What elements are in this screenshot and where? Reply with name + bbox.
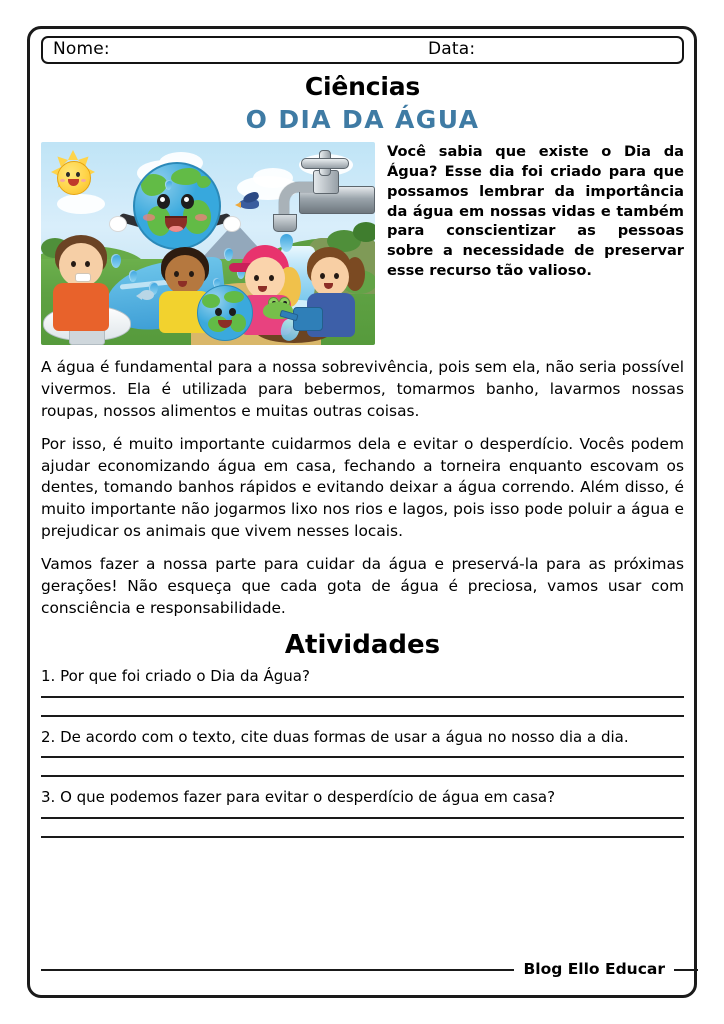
- question-2: 2. De acordo com o texto, cite duas formas de usar a água no nosso dia a dia.: [41, 727, 629, 746]
- answer-lines-3[interactable]: [41, 817, 684, 838]
- question-1: 1. Por que foi criado o Dia da Água?: [41, 666, 310, 685]
- answer-lines-1[interactable]: [41, 696, 684, 717]
- paragraph-3: Por isso, é muito importante cuidarmos dela e evitar o desperdício. Vocês podem ajudar economizando água em casa, fechando a torneira enquanto escovam os dentes, tomando banhos rápidos e evitando deixar a água correndo. Além disso, é muito importante não jogarmos lixo nos rios e lagos, pois isso pode poluir a água e prejudicar os animais que vivem nesses locais.: [41, 434, 684, 541]
- answer-line[interactable]: [41, 836, 684, 838]
- activities-heading: Atividades: [284, 629, 441, 660]
- question-3: 3. O que podemos fazer para evitar o desperdício de água em casa?: [41, 788, 556, 807]
- date-label: Data:: [428, 38, 476, 59]
- subject-heading: Ciências: [304, 72, 421, 101]
- footer-rule-right: [674, 969, 698, 971]
- paragraph-2: A água é fundamental para a nossa sobrevivência, pois sem ela, não seria possível vivermos. Ela é utilizada para bebermos, tomarmos banho, lavarmos nossas roupas, nossos alimentos e muitas outras coisas.: [41, 358, 684, 420]
- name-date-bar: [41, 36, 684, 64]
- footer-credit: Blog Ello Educar: [523, 960, 665, 978]
- page-title: O DIA DA ÁGUA: [245, 104, 480, 134]
- fish-icon: [137, 290, 155, 300]
- answer-line[interactable]: [41, 756, 684, 758]
- small-earth-icon: [197, 285, 253, 341]
- illustration-text-row: [41, 142, 684, 345]
- answer-line[interactable]: [41, 817, 684, 819]
- answer-lines-2[interactable]: [41, 756, 684, 777]
- intro-paragraph: Você sabia que existe o Dia da Água? Esse dia foi criado para que possamos lembrar da importância da água em nossas vidas e também para conscientizar as pessoas sobre a necessidade de preservar esse recurso tão valioso.: [387, 143, 684, 280]
- child-brushing-teeth: [51, 235, 127, 339]
- footer-rule-left: [41, 969, 514, 971]
- watering-can-icon: [293, 307, 323, 331]
- answer-line[interactable]: [41, 775, 684, 777]
- answer-line[interactable]: [41, 715, 684, 717]
- footer: [41, 960, 698, 980]
- paragraph-4: Vamos fazer a nossa parte para cuidar da água e preservá-la para as próximas gerações! Não esqueça que cada gota de água é preciosa, vamos usar com consciência e responsabilidade.: [41, 555, 684, 617]
- water-day-illustration: [41, 142, 375, 345]
- answer-line[interactable]: [41, 696, 684, 698]
- sun-icon: [51, 155, 95, 199]
- worksheet-content: [41, 36, 684, 988]
- name-label: Nome:: [53, 38, 110, 59]
- faucet-icon: [257, 148, 375, 244]
